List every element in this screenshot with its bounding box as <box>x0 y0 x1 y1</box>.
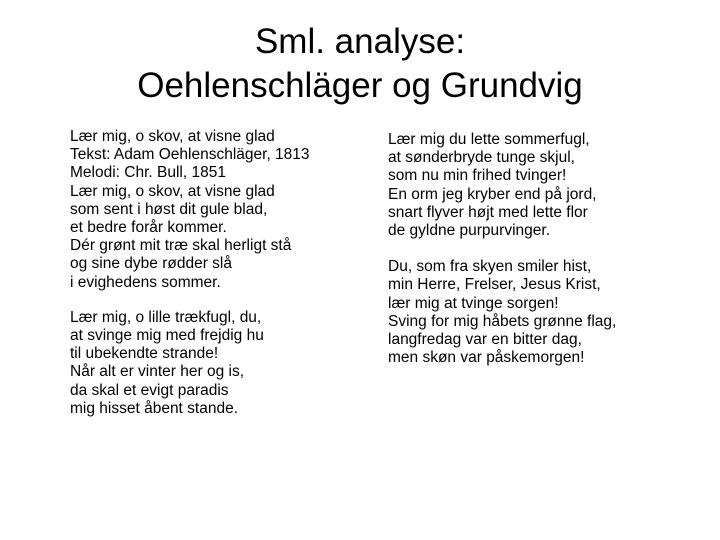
slide-title-line-1: Sml. analyse: <box>254 22 466 61</box>
right-stanza-2-line: langfredag var en bitter dag, <box>388 331 582 349</box>
slide-title <box>0 20 720 108</box>
right-stanza-1-line: som nu min frihed tvinger! <box>388 167 567 185</box>
left-stanza-2-line: at svinge mig med frejdig hu <box>70 327 264 345</box>
left-stanza-1-line: Dér grønt mit træ skal herligt stå <box>70 237 292 255</box>
right-stanza-2-line: Du, som fra skyen smiler hist, <box>388 258 592 276</box>
right-stanza-1-line: de gyldne purpurvinger. <box>388 222 551 240</box>
left-stanza-2-line: Når alt er vinter her og is, <box>70 363 245 381</box>
left-stanza-1-line: og sine dybe rødder slå <box>70 255 232 273</box>
left-stanza-1-line: Lær mig, o skov, at visne glad <box>70 182 275 200</box>
right-stanza-2-line: lær mig at tvinge sorgen! <box>388 294 559 312</box>
right-stanza-1-line: at sønderbryde tunge skjul, <box>388 149 575 167</box>
right-stanza-1-line: snart flyver højt med lette flor <box>388 203 588 221</box>
right-stanza-2-line: min Herre, Frelser, Jesus Krist, <box>388 276 601 294</box>
right-stanza-2-line: men skøn var påskemorgen! <box>388 349 585 367</box>
left-stanza-2-line: da skal et evigt paradis <box>70 381 229 399</box>
right-stanza-1-line: En orm jeg kryber end på jord, <box>388 185 597 203</box>
left-stanza-2 <box>70 309 370 418</box>
left-stanza-1-line: Tekst: Adam Oehlenschläger, 1813 <box>70 146 310 164</box>
right-stanza-2-line: Sving for mig håbets grønne flag, <box>388 312 617 330</box>
right-stanza-1-line: Lær mig du lette sommerfugl, <box>388 131 590 148</box>
left-stanza-1-line: i evighedens sommer. <box>70 273 221 291</box>
left-stanza-2-line: til ubekendte strande! <box>70 345 219 363</box>
left-stanza-1-line: et bedre forår kommer. <box>70 219 227 237</box>
right-stanza-1 <box>388 131 698 240</box>
right-column <box>388 131 698 367</box>
left-column <box>70 128 370 418</box>
slide-title-line-2: Oehlenschläger og Grundvig <box>137 66 583 105</box>
right-stanza-2 <box>388 258 698 367</box>
left-stanza-2-line: Lær mig, o lille trækfugl, du, <box>70 308 262 326</box>
left-stanza-1-line: Melodi: Chr. Bull, 1851 <box>70 164 226 182</box>
left-stanza-1-line: som sent i høst dit gule blad, <box>70 200 268 218</box>
left-stanza-2-line: mig hisset åbent stande. <box>70 399 239 417</box>
left-stanza-1-line: Lær mig, o skov, at visne glad <box>70 128 275 145</box>
left-stanza-1 <box>70 128 370 292</box>
